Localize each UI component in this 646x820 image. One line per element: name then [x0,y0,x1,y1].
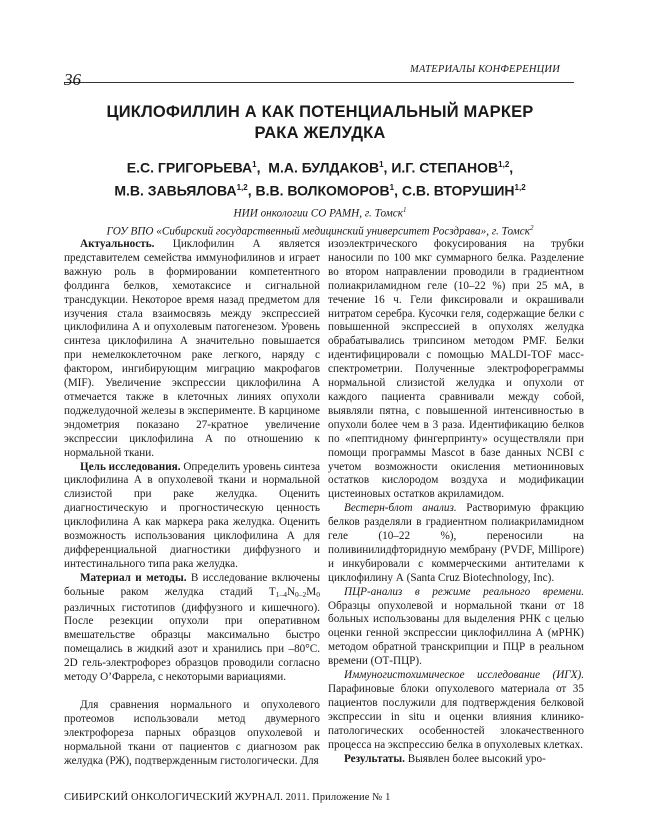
paragraph-compare: Для сравнения нормального и опухолевого протеомов использовали метод двумерного электрофореза парных образцов опухолевой и нормальной ткани от пациентов с диагнозом рак желудка (РЖ), подтвержденным гистологически. Для [64,698,320,767]
paragraph-relevance [64,238,320,461]
affiliation-mark: 1 [379,160,384,169]
paragraph-aim [64,461,320,572]
author-list [60,155,580,200]
article-title [60,102,580,144]
affiliation-mark: 1,2 [514,182,526,192]
affiliation-line [60,221,580,239]
affiliation-text: НИИ онкологии СО РАМН, г. Томск [233,207,403,220]
header-rule [64,82,574,83]
paragraph-pcr [328,586,584,669]
affiliation-mark: 1 [402,206,407,214]
text-column-left [64,238,320,768]
stage-subscript: 1–4 [275,589,287,599]
section-heading: Материал и методы. [80,571,187,584]
paragraph-text: Парафиновые блоки опухолевого материала от 35 пациентов послужили для подтверждения белковой экспрессии in situ и оценки влияния клинико-патологических особенностей злокачественного процесса на экспрессию белка в опухолевых клетках. [328,683,584,751]
paragraph-western [328,502,584,585]
author-name: М.А. БУЛДАКОВ [268,159,380,176]
title-line: ЦИКЛОФИЛЛИН А КАК ПОТЕНЦИАЛЬНЫЙ МАРКЕР [106,103,534,121]
affiliation-mark: 2 [529,224,534,233]
paragraph-text: Растворимую фракцию белков разделяли в градиентном полиакриламидном геле (10–22 %), переносили на поливинилидфторидную мембрану (PVDF, Millipore) и инкубировали с коммерческими антителами к циклофилину А (Santa Cruz Biotechnology, Inc). [328,502,584,584]
affiliation-mark: 1,2 [236,182,248,192]
affiliation-mark: 1 [389,182,395,192]
affiliation-line [60,203,580,221]
paragraph-text: Выявлен более высокий уро- [407,752,546,765]
running-header: МАТЕРИАЛЫ КОНФЕРЕНЦИИ [410,64,560,75]
section-heading: Вестерн-блот анализ. [344,502,457,515]
stage-subscript: 0 [316,589,320,599]
paragraph-compare-continued: изоэлектрического фокусирования на трубки наносили по 100 мкг суммарного белка. Разделение во втором направлении проводили в градиентном полиакриламидном геле (10–22 %) при 25 мА, в течение 16 ч. Гели фиксировали и окрашивали нитратом серебра. Кусочки геля, содержащие белки с повышенной экспрессией в опухолях желудка обрабатывались трипсином методом PMF. Белки идентифицировали с помощью MALDI-TOF масс-спектрометрии. Полученные электрофореграммы нормальной слизистой желудка и опухоли от каждого пациента сравнивали между собой, выявляли пятна, с повышенной интенсивностью в опухоли более чем в 3 раза. Идентификацию белков по «пептидному фингерпринту» осуществляли при помощи программы Mascot в базе данных NCBI с учетом возможности окисления метиониновых остатков кислородом воздуха и модификации цистеиновых остатков акриламидом. [328,238,584,501]
section-heading: Результаты. [344,752,405,765]
paragraph-text: Циклофилин А является представителем семейства иммунофилинов и играет важную роль в формировании компетентного фолдинга белков, хемотаксисе и сигнальной трансдукции. Некоторое время назад предметом для изучения стала взаимосвязь между экспрессией циклофилина А и опухолевым патогенезом. Уровень синтеза циклофилина А значительно повышается при немелкоклеточном раке легкого, наряду с фактором, ингибирующим миграцию макрофагов (MIF). Увеличение экспрессии циклофилина А отмечается также в клеточных линиях опухоли поджелудочной железы в эксперименте. В карциноме эндометрия показано 27-кратное увеличение экспрессии циклофилина А по отношению к нормальной ткани. [64,238,321,459]
affiliation-mark: 1,2 [498,160,510,169]
paragraph-text: различных гистотипов (диффузного и кишечного). После резекции опухоли при оперативном вмешательстве образцы максимально быстро помещались в жидкий азот и хранились при –80°С. 2D гель-электрофорез образцов проводили согласно методу О’Фаррела, с некоторыми вариациями. [64,601,320,684]
paragraph-text: N [286,585,296,598]
author-name: С.В. ВТОРУШИН [401,182,515,199]
paragraph-methods [64,572,320,685]
section-heading: Цель исследования. [80,460,181,473]
stage-subscript: 0–2 [295,589,307,599]
paragraph-text: Определить уровень синтеза циклофилина А в опухолевой ткани и нормальной слизистой при раке желудка. Оценить диагностическую и прогностическую ценность циклофилина А как маркера рака желудка. Оценить возможность использования циклофилина А для дифференциальной диагностики диффузного и интестинального типа рака желудка. [64,460,320,570]
author-name: М.В. ЗАВЬЯЛОВА [114,182,237,199]
affiliation-mark: 1 [252,160,257,169]
title-line: РАКА ЖЕЛУДКА [254,124,386,142]
author-line: Е.С. ГРИГОРЬЕВА$^1$, М.А. БУЛДАКОВ$^1$, И.Г. СТЕПАНОВ$^{1,2}$, [126,159,514,176]
author-name: В.В. ВОЛКОМОРОВ [255,182,390,199]
author-name: И.Г. СТЕПАНОВ [391,159,499,176]
paragraph-text: В исследование включены больные раком желудка стадий T [64,571,321,598]
paragraph-ihc [328,669,584,752]
paragraph-results [328,753,584,767]
paragraph-text: M [306,585,317,598]
section-heading: Актуальность. [80,238,155,250]
page-number: 36 [64,70,81,89]
affiliation-text: ГОУ ВПО «Сибирский государственный медицинский университет Росздрава», г. Томск [106,225,530,238]
author-name: Е.С. ГРИГОРЬЕВА [126,159,253,176]
text-column-right [328,238,584,766]
section-heading: Иммуногистохимическое исследование (ИГХ). [344,669,584,682]
journal-footer: СИБИРСКИЙ ОНКОЛОГИЧЕСКИЙ ЖУРНАЛ. 2011. Приложение № 1 [64,792,391,803]
section-heading: ПЦР-анализ в режиме реального времени. [344,585,584,598]
paragraph-text: Образцы опухолевой и нормальной ткани от 18 больных использованы для выделения РНК с целью оценки генной экспрессии циклофиллина А (мРНК) методом обратной транскрипции и ПЦР в реальном времени (ОТ-ПЦР). [328,599,584,668]
author-line: М.В. ЗАВЬЯЛОВА$^{1,2}$, В.В. ВОЛКОМОРОВ$^1$, С.В. ВТОРУШИН$^{1,2}$ [114,182,526,199]
affiliations [60,203,580,239]
